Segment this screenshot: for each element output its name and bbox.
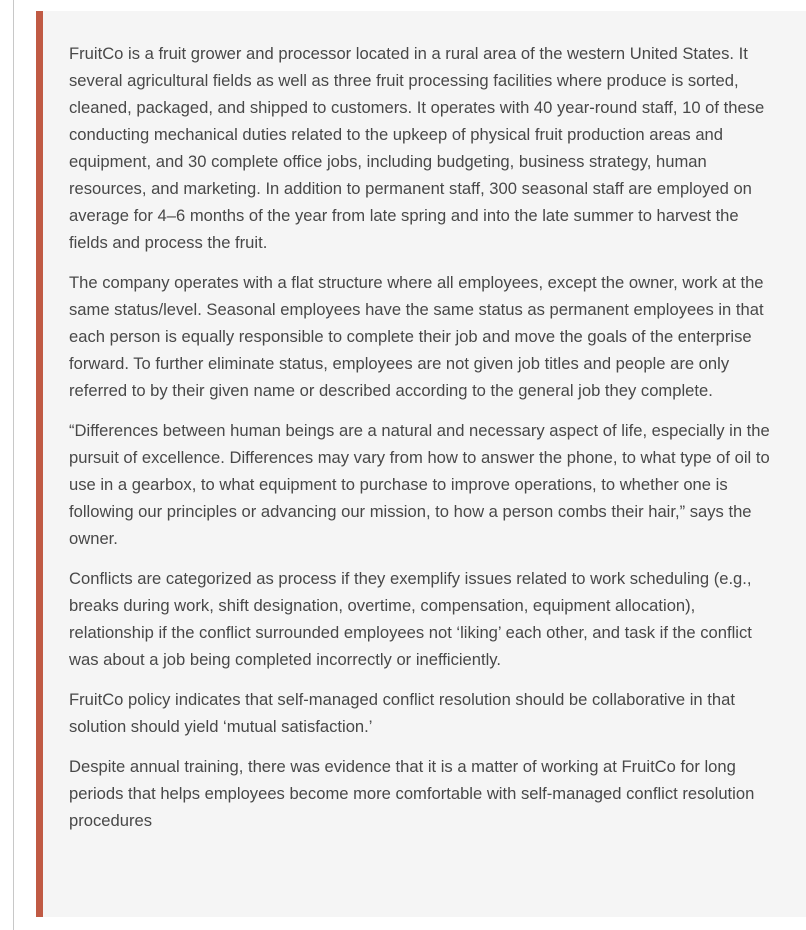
paragraph-training-evidence: Despite annual training, there was evidence that it is a matter of working at FruitCo for long periods that helps employees become more comfortable with self-managed conflict resolution procedures — [69, 757, 755, 830]
paragraph-owner-quote: “Differences between human beings are a natural and necessary aspect of life, especially in the pursuit of excellence. Differences may vary from how to answer the phone, to what type of oil to use in a gearbox, to what equipment to purchase to improve operations, to whether one is following our principles or advancing our mission, to how a person combs their hair,” says the owner. — [69, 421, 770, 548]
paragraph-conflict-categories: Conflicts are categorized as process if they exemplify issues related to work scheduling (e.g., breaks during work, shift designation, overtime, compensation, equipment allocation), relationship if the conflict surrounded employees not ‘liking’ each other, and task if the conflict was about a job being completed incorrectly or inefficiently. — [69, 569, 752, 669]
page-edge-divider — [13, 0, 14, 930]
case-study-callout — [36, 11, 806, 917]
paragraph-policy: FruitCo policy indicates that self-managed conflict resolution should be collaborative in that solution should yield ‘mutual satisfaction.’ — [69, 690, 735, 736]
paragraph-flat-structure: The company operates with a flat structure where all employees, except the owner, work at the same status/level. Seasonal employees have the same status as permanent employees in that each person is equally responsible to complete their job and move the goals of the enterprise forward. To further eliminate status, employees are not given job titles and people are only referred to by their given name or described according to the general job they complete. — [69, 273, 764, 400]
callout-body — [69, 40, 781, 847]
callout-accent-bar — [36, 11, 43, 917]
paragraph-company-overview: FruitCo is a fruit grower and processor located in a rural area of the western United States. It several agricultural fields as well as three fruit processing facilities where produce is sorted, cleaned, packaged, and shipped to customers. It operates with 40 year-round staff, 10 of these conducting mechanical duties related to the upkeep of physical fruit production areas and equipment, and 30 complete office jobs, including budgeting, business strategy, human resources, and marketing. In addition to permanent staff, 300 seasonal staff are employed on average for 4–6 months of the year from late spring and into the late summer to harvest the fields and process the fruit. — [69, 44, 765, 252]
